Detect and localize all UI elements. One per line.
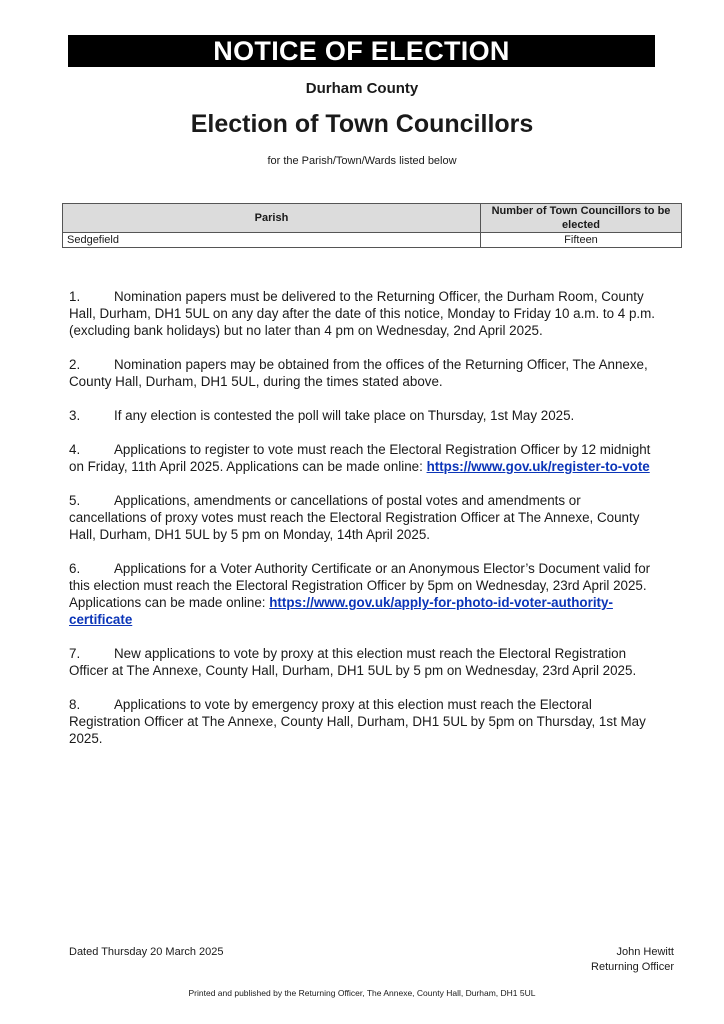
page-title: Election of Town Councillors [190, 110, 534, 138]
paragraph-text: If any election is contested the poll will take place on Thursday, 1st May 2025. [114, 408, 575, 423]
paragraph-number: 8. [69, 697, 81, 712]
paragraph-2 [69, 356, 659, 390]
table-header-row [63, 204, 682, 233]
header-councillor-count: Number of Town Councillors to be elected [481, 204, 682, 233]
notice-banner: NOTICE OF ELECTION [68, 35, 655, 67]
paragraph-text: Applications to register to vote must reach the Electoral Registration Officer by 12 midnight on Friday, 11th April 2025. Applications can be made online: [69, 442, 651, 474]
councillor-count-cell: Fifteen [481, 233, 682, 248]
paragraph-1 [69, 288, 659, 339]
printer-imprint: Printed and published by the Returning Officer, The Annexe, County Hall, Durham, DH1 5UL [188, 988, 536, 998]
paragraph-number: 6. [69, 561, 81, 576]
paragraph-5 [69, 492, 659, 543]
paragraph-number: 7. [69, 646, 81, 661]
parish-cell: Sedgefield [63, 233, 481, 248]
paragraph-number: 4. [69, 442, 81, 457]
county-name: Durham County [305, 80, 419, 97]
paragraph-number: 3. [69, 408, 81, 423]
paragraph-4 [69, 441, 659, 475]
paragraph-text: New applications to vote by proxy at this election must reach the Electoral Registration Officer at The Annexe, County Hall, Durham, DH1 5UL by 5 pm on Wednesday, 23rd April 2025. [69, 646, 637, 678]
voter-authority-certificate-link[interactable]: https://www.gov.uk/apply-for-photo-id-voter-authority-certificate [69, 595, 613, 627]
register-to-vote-link[interactable]: https://www.gov.uk/register-to-vote [426, 459, 650, 474]
paragraph-6 [69, 560, 659, 628]
paragraph-8 [69, 696, 659, 747]
paragraph-number: 1. [69, 289, 81, 304]
paragraph-number: 5. [69, 493, 81, 508]
paragraph-number: 2. [69, 357, 81, 372]
signature-block [591, 945, 674, 975]
parish-table [62, 203, 682, 248]
paragraph-text: Applications for a Voter Authority Certificate or an Anonymous Elector’s Document valid for this election must reach the Electoral Registration Officer by 5pm on Wednesday, 23rd April 2025. Applications can be made online: [69, 561, 651, 610]
paragraph-text: Nomination papers may be obtained from the offices of the Returning Officer, The Annexe, County Hall, Durham, DH1 5UL, during the times stated above. [69, 357, 648, 389]
signer-name: John Hewitt [616, 946, 674, 958]
paragraph-text: Applications to vote by emergency proxy at this election must reach the Electoral Registration Officer at The Annexe, County Hall, Durham, DH1 5UL by 5pm on Thursday, 1st May 2025. [69, 697, 646, 746]
paragraph-7 [69, 645, 659, 679]
paragraph-3 [69, 407, 659, 424]
header-parish: Parish [63, 204, 481, 233]
page-subtitle: for the Parish/Town/Wards listed below [267, 155, 457, 167]
date-line: Dated Thursday 20 March 2025 [69, 946, 224, 958]
notice-paragraphs [69, 288, 659, 764]
signer-title: Returning Officer [591, 961, 674, 973]
paragraph-text: Applications, amendments or cancellations of postal votes and amendments or cancellations of proxy votes must reach the Electoral Registration Officer at The Annexe, County Hall, Durham, DH1 5UL by 5 pm on Monday, 14th April 2025. [69, 493, 640, 542]
table-row [63, 233, 682, 248]
paragraph-text: Nomination papers must be delivered to the Returning Officer, the Durham Room, County Hall, Durham, DH1 5UL on any day after the date of this notice, Monday to Friday 10 a.m. to 4 p.m. (excluding bank holidays) but no later than 4 pm on Wednesday, 2nd April 2025. [69, 289, 656, 338]
